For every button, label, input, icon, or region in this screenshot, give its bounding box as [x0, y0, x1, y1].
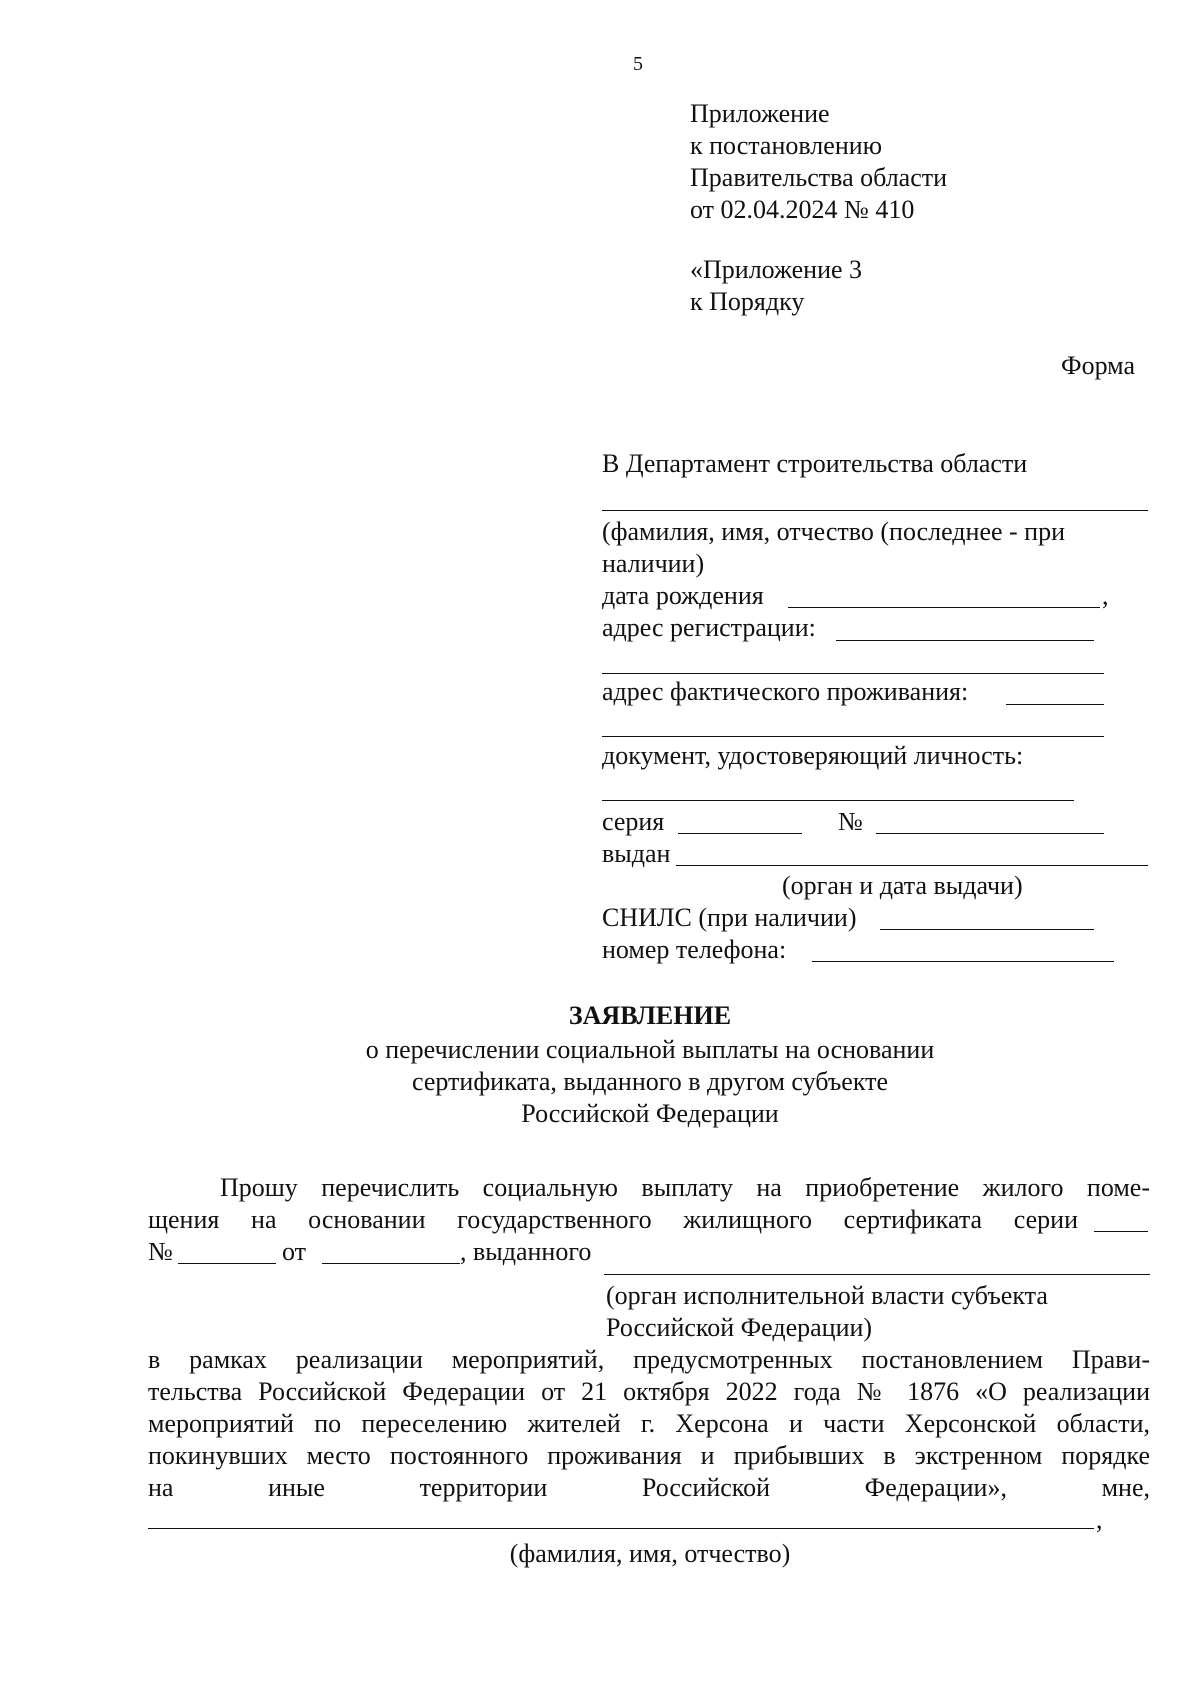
header-line: к Порядку	[690, 287, 805, 316]
title-heading: ЗАЯВЛЕНИЕ	[568, 1001, 732, 1030]
fio-hint: наличии)	[602, 549, 705, 578]
phone-line	[812, 961, 1114, 962]
number-line	[876, 833, 1104, 834]
fio-blank	[148, 1528, 1094, 1529]
addressee-to: В Департамент строительства области	[602, 449, 1028, 478]
body-line: мероприятий по переселению жителей г. Херсона и части Херсонской области,	[148, 1409, 1150, 1438]
authority-hint: Российской Федерации)	[606, 1313, 873, 1342]
authority-blank	[604, 1274, 1150, 1275]
header-line: Приложение	[690, 99, 830, 128]
actual-address-line	[1006, 704, 1104, 705]
header-line: к постановлению	[690, 131, 883, 160]
title-sub: сертификата, выданного в другом субъекте	[411, 1067, 889, 1096]
body-from: от	[282, 1237, 307, 1266]
body-issued: , выданного	[460, 1237, 592, 1266]
birth-date-label: дата рождения	[602, 581, 764, 610]
body-number-sign: №	[148, 1237, 173, 1266]
issued-label: выдан	[602, 839, 671, 868]
date-blank	[322, 1263, 460, 1264]
body-line: в рамках реализации мероприятий, предусмотренных постановлением Прави-	[148, 1345, 1150, 1374]
reg-address-line-2	[602, 673, 1104, 674]
fio-line	[602, 510, 1148, 511]
body-line: покинувших место постоянного проживания и прибывших в экстренном порядке	[148, 1441, 1150, 1470]
reg-address-label: адрес регистрации:	[602, 613, 816, 642]
authority-hint: (орган исполнительной власти субъекта	[606, 1281, 1048, 1310]
series-line	[678, 833, 802, 834]
id-document-line	[602, 800, 1074, 801]
page-number: 5	[633, 53, 643, 75]
title-sub: Российской Федерации	[521, 1099, 779, 1128]
comma: ,	[1102, 581, 1109, 610]
comma: ,	[1096, 1505, 1103, 1534]
number-sign: №	[838, 807, 863, 836]
body-line: на иные территории Российской Федерации», мне,	[148, 1473, 1150, 1502]
fio-hint: (фамилия, имя, отчество (последнее - при	[602, 517, 1066, 546]
issued-line	[676, 865, 1148, 866]
fio-hint: (фамилия, имя, отчество)	[509, 1539, 791, 1568]
issued-hint: (орган и дата выдачи)	[782, 871, 1023, 900]
phone-label: номер телефона:	[602, 935, 787, 964]
series-label: серия	[602, 807, 665, 836]
reg-address-line	[836, 640, 1094, 641]
series-blank	[1094, 1231, 1148, 1232]
form-label: Форма	[1061, 351, 1135, 380]
id-document-label: документ, удостоверяющий личность:	[602, 741, 1024, 770]
actual-address-label: адрес фактического проживания:	[602, 677, 969, 706]
body-line: тельства Российской Федерации от 21 октября 2022 года № 1876 «О реализации	[148, 1377, 1150, 1406]
body-line: щения на основании государственного жилищного сертификата серии	[148, 1205, 1078, 1234]
birth-date-line	[788, 607, 1100, 608]
snils-label: СНИЛС (при наличии)	[602, 903, 857, 932]
header-line: Правительства области	[690, 163, 948, 192]
snils-line	[880, 929, 1094, 930]
header-line: от 02.04.2024 № 410	[690, 195, 915, 224]
header-line: «Приложение 3	[690, 255, 863, 284]
number-blank	[178, 1263, 276, 1264]
actual-address-line-2	[602, 736, 1104, 737]
title-sub: о перечислении социальной выплаты на основании	[365, 1035, 935, 1064]
body-line: Прошу перечислить социальную выплату на приобретение жилого поме-	[220, 1173, 1150, 1202]
